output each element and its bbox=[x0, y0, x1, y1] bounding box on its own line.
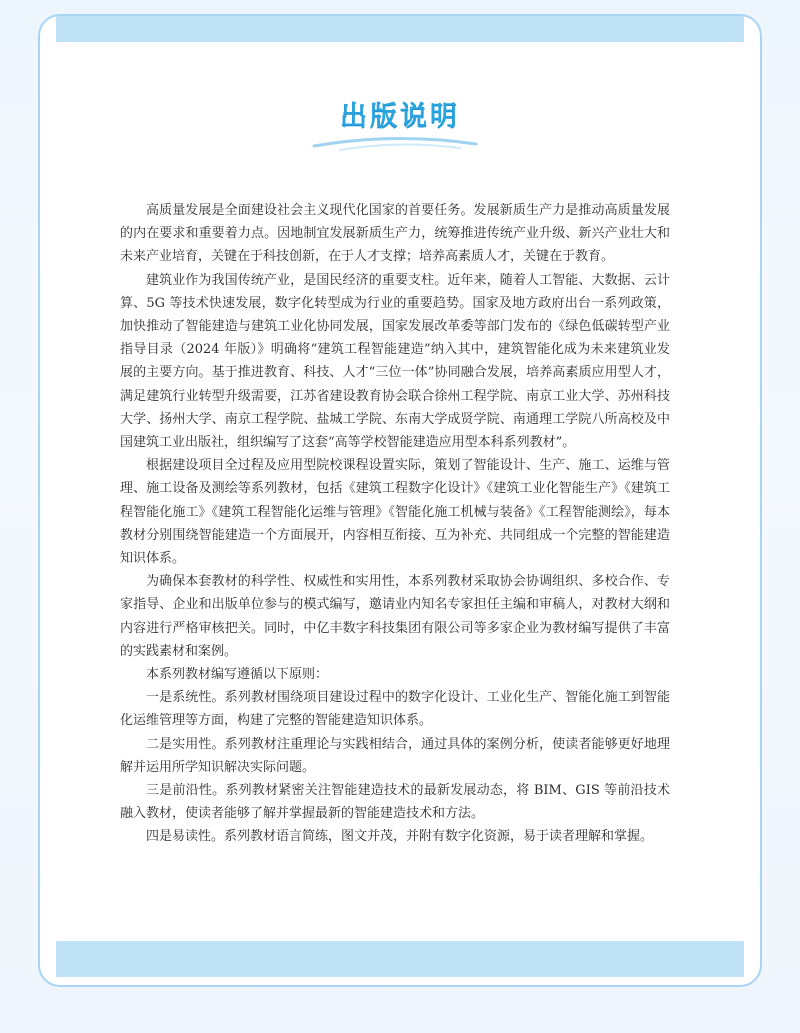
paragraph: 一是系统性。系列教材围绕项目建设过程中的数字化设计、工业化生产、智能化施工到智能化运维管理等方面，构建了完整的智能建造知识体系。 bbox=[120, 690, 670, 729]
paragraph: 三是前沿性。系列教材紧密关注智能建造技术的最新发展动态，将 BIM、GIS 等前沿技术融入教材，使读者能够了解并掌握最新的智能建造技术和方法。 bbox=[120, 783, 670, 822]
paragraph: 高质量发展是全面建设社会主义现代化国家的首要任务。发展新质生产力是推动高质量发展的内在要求和重要着力点。因地制宜发展新质生产力，统筹推进传统产业升级、新兴产业壮大和未来产业培育，关键在于科技创新，在于人才支撑；培养高素质人才，关键在于教育。 bbox=[120, 203, 670, 265]
page-frame bbox=[38, 14, 762, 987]
title-container bbox=[40, 94, 760, 133]
paragraph: 二是实用性。系列教材注重理论与实践相结合，通过具体的案例分析，使读者能够更好地理解并运用所学知识解决实际问题。 bbox=[120, 736, 670, 775]
page-title: 出版说明 bbox=[340, 101, 460, 132]
top-decorative-band bbox=[56, 16, 744, 42]
title-swoosh-ornament bbox=[310, 134, 480, 154]
paragraph: 为确保本套教材的科学性、权威性和实用性，本系列教材采取协会协调组织、多校合作、专家指导、企业和出版单位参与的模式编写，邀请业内知名专家担任主编和审稿人，对教材大纲和内容进行严格审核把关。同时，中亿丰数字科技集团有限公司等多家企业为教材编写提供了丰富的实践素材和案例。 bbox=[120, 574, 670, 659]
paragraph: 建筑业作为我国传统产业，是国民经济的重要支柱。近年来，随着人工智能、大数据、云计算、5G 等技术快速发展，数字化转型成为行业的重要趋势。国家及地方政府出台一系列政策，加快推动了智能建造与建筑工业化协同发展，国家发展改革委等部门发布的《绿色低碳转型产业指导目录（2024 年版）》明确将“建筑工程智能建造”纳入其中，建筑智能化成为未来建筑业发展的主要方向。基于推进教育、科技、人才“三位一体”协同融合发展，培养高素质应用型人才，满足建筑行业转型升级需要，江苏省建设教育协会联合徐州工程学院、南京工业大学、苏州科技大学、扬州大学、南京工程学院、盐城工学院、东南大学成贤学院、南通理工学院八所高校及中国建筑工业出版社，组织编写了这套“高等学校智能建造应用型本科系列教材”。 bbox=[120, 272, 670, 451]
bottom-decorative-band bbox=[56, 941, 744, 977]
body-text bbox=[120, 199, 670, 849]
paragraph: 根据建设项目全过程及应用型院校课程设置实际，策划了智能设计、生产、施工、运维与管理、施工设备及测绘等系列教材，包括《建筑工程数字化设计》《建筑工业化智能生产》《建筑工程智能化施工》《建筑工程智能化运维与管理》《智能化施工机械与装备》《工程智能测绘》，每本教材分别围绕智能建造一个方面展开，内容相互衔接、互为补充、共同组成一个完整的智能建造知识体系。 bbox=[120, 458, 670, 567]
paragraph: 四是易读性。系列教材语言简练，图文并茂，并附有数字化资源，易于读者理解和掌握。 bbox=[146, 829, 654, 845]
paragraph: 本系列教材编写遵循以下原则： bbox=[146, 667, 329, 683]
